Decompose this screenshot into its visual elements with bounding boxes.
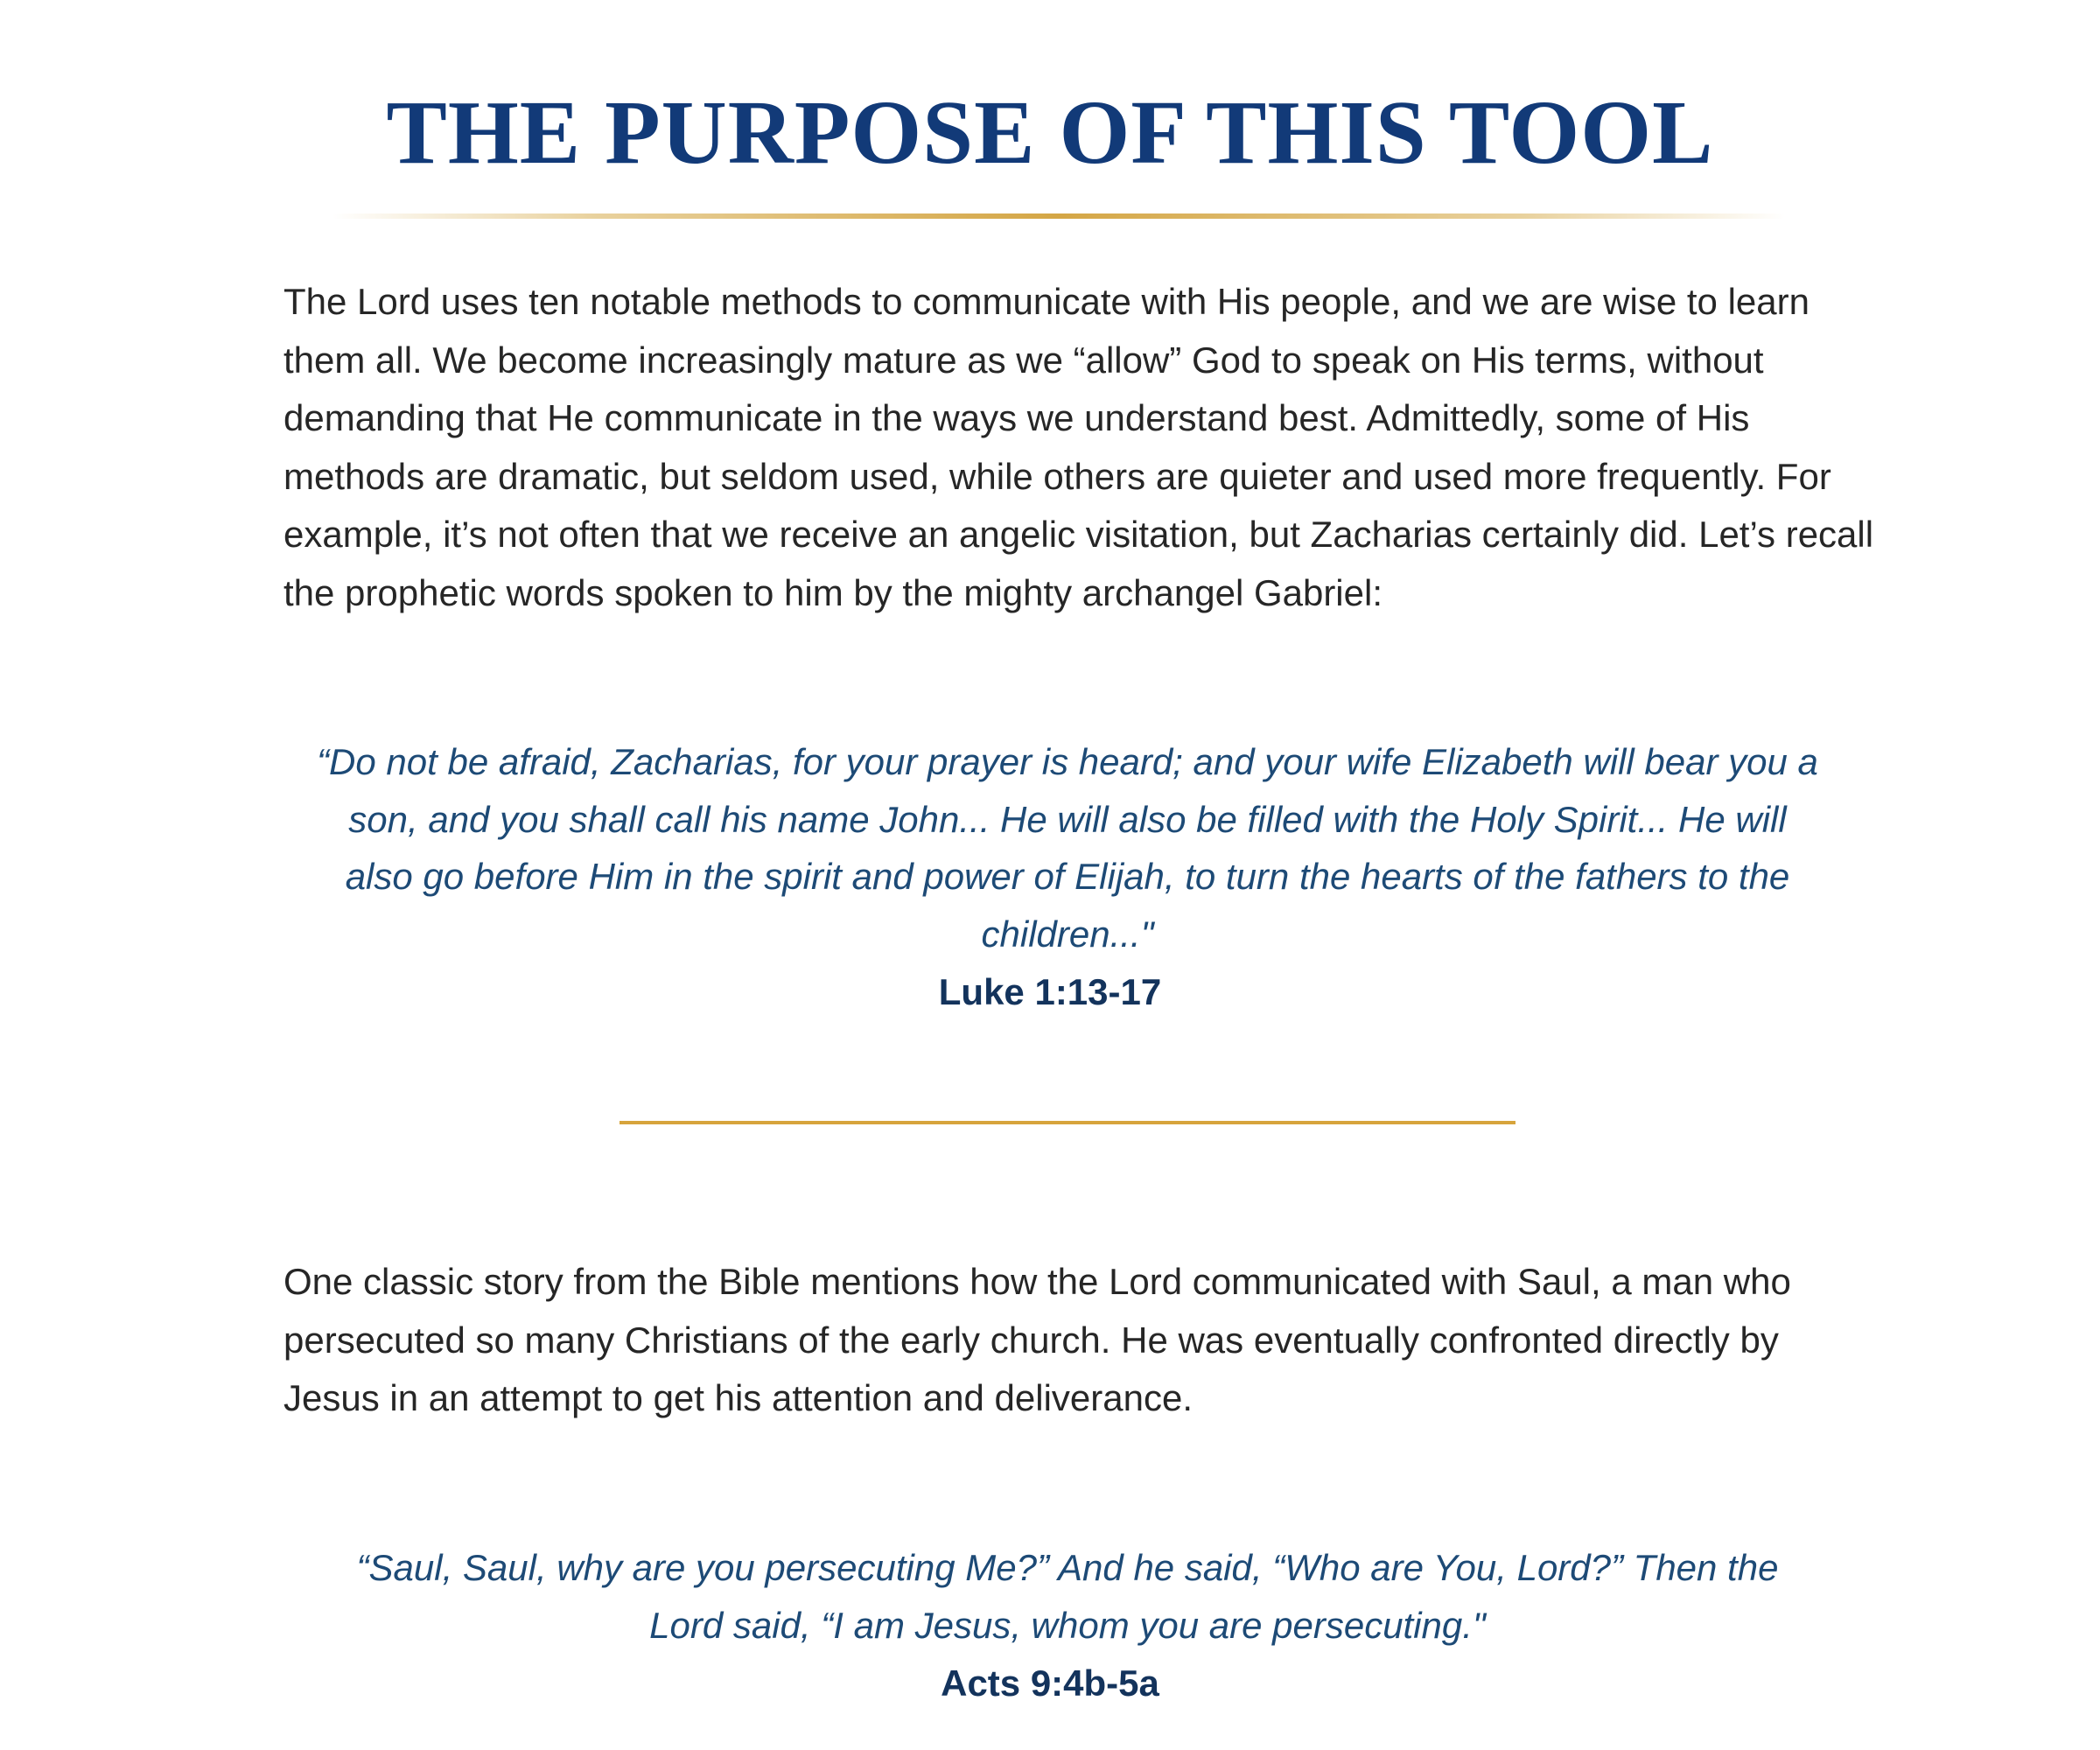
intro-paragraph: The Lord uses ten notable methods to communicate with His people, and we are wise to learn them all. We become increasingly mature as we “allow” God to speak on His terms, without demanding that He communicate in the ways we understand best. Admittedly, some of His methods are dramatic, but seldom used, while others are quieter and used more frequently. For example, it’s not often that we receive an angelic visitation, but Zacharias certainly did. Let’s recall the prophetic words spoken to him by the mighty archangel Gabriel:	[284, 281, 1874, 613]
saul-paragraph: One classic story from the Bible mentions how the Lord communicated with Saul, a man who persecuted so many Christians of the early church. He was eventually confronted directly by Jesus in an attempt to get his attention and deliverance.	[284, 1261, 1791, 1418]
page-title: THE PURPOSE OF THIS TOOL	[386, 82, 1714, 183]
title-underline-divider	[332, 214, 1785, 219]
gabriel-scripture-reference: Luke 1:13-17	[938, 971, 1162, 1012]
section-divider	[620, 1121, 1516, 1124]
saul-scripture-quote: “Saul, Saul, why are you persecuting Me?” And he said, “Who are You, Lord?” Then the Lord said, “I am Jesus, whom you are persecuting."	[356, 1547, 1779, 1646]
saul-scripture-reference: Acts 9:4b-5a	[941, 1662, 1159, 1704]
gabriel-scripture-quote: “Do not be afraid, Zacharias, for your prayer is heard; and your wife Elizabeth will bear you a son, and you shall call his name John... He will also be filled with the Holy Spirit... He will also go before Him in the spirit and power of Elijah, to turn the hearts of the fathers to the children..."	[317, 741, 1818, 955]
